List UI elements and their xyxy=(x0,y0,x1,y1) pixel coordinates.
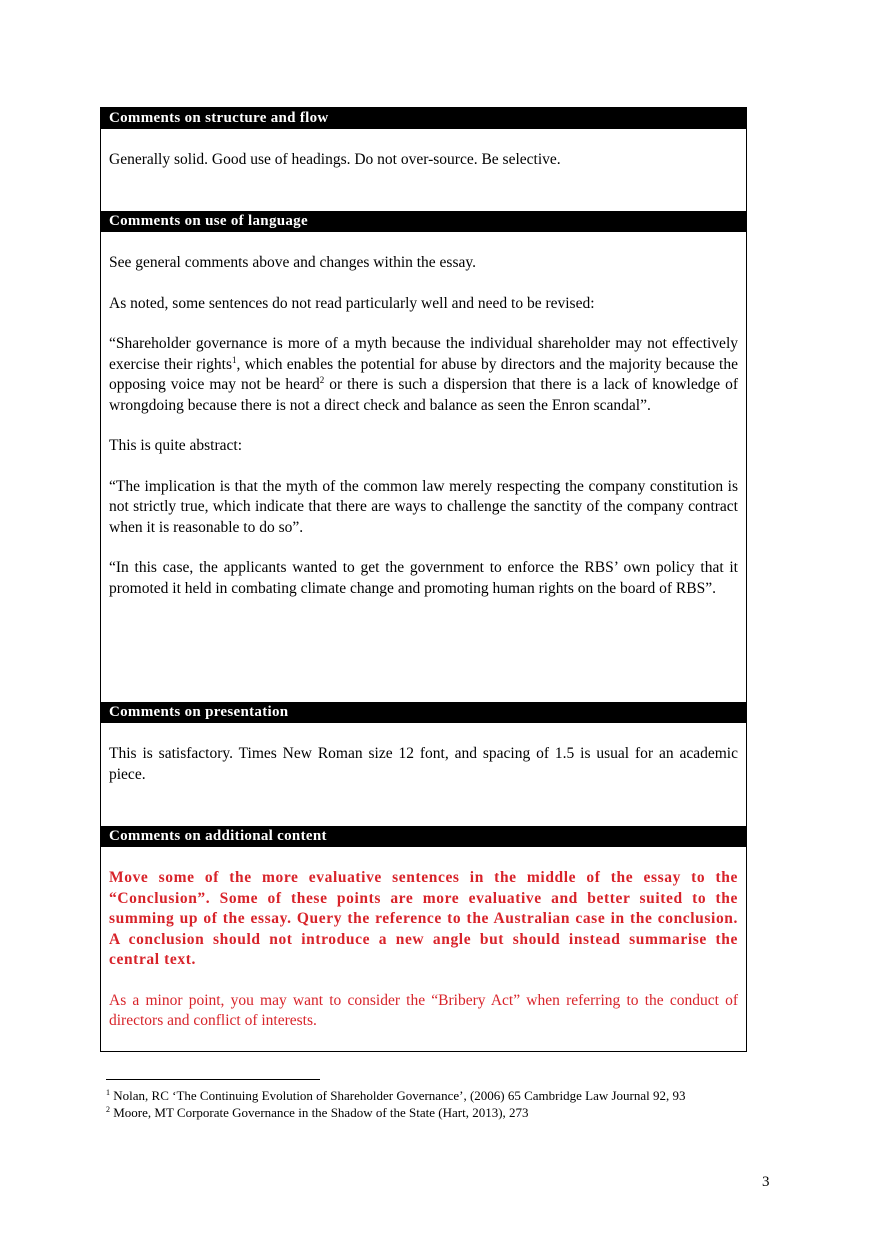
page-number: 3 xyxy=(762,1174,770,1190)
footnote-text: Nolan, RC ‘The Continuing Evolution of Shareholder Governance’, (2006) 65 Cambridge Law Journal 92, 93 xyxy=(113,1088,686,1103)
section-header-structure: Comments on structure and flow xyxy=(101,108,746,129)
footnote-number: 2 xyxy=(106,1105,110,1114)
footnote-separator xyxy=(106,1079,320,1080)
footnote-ref-1: 1 xyxy=(231,354,237,365)
quote-1-part-a: “Shareholder governance is more of a myth because the individual shareholder may not effectively exercise their rights xyxy=(109,335,738,373)
footnote-number: 1 xyxy=(106,1088,110,1097)
comments-table xyxy=(100,107,747,1052)
section-header-presentation: Comments on presentation xyxy=(101,702,746,723)
quote-3: “In this case, the applicants wanted to get the government to enforce the RBS’ own policy that it promoted it held in combating climate change and promoting human rights on the board of RBS”. xyxy=(109,559,738,597)
quote-2: “The implication is that the myth of the common law merely respecting the company constitution is not strictly true, which indicate that there are ways to challenge the sanctity of the company contract when it is reasonable to do so”. xyxy=(109,477,738,536)
language-comment-3: This is quite abstract: xyxy=(109,437,243,454)
additional-content-section xyxy=(101,826,746,1032)
section-header-language: Comments on use of language xyxy=(101,211,746,232)
language-comment-1: See general comments above and changes within the essay. xyxy=(109,254,476,271)
footnote-1 xyxy=(106,1087,786,1104)
section-header-additional: Comments on additional content xyxy=(101,826,746,847)
presentation-section xyxy=(101,702,746,785)
footnote-ref-2: 2 xyxy=(319,375,325,385)
presentation-comment: This is satisfactory. Times New Roman size 12 font, and spacing of 1.5 is usual for an academic piece. xyxy=(109,745,738,783)
quote-1-part-c: or there is such a dispersion that there is a lack of knowledge of wrongdoing because there is not a direct check and balance as seen the Enron scandal”. xyxy=(109,376,738,414)
footnotes xyxy=(106,1087,786,1121)
additional-comment-bold: Move some of the more evaluative sentences in the middle of the essay to the “Conclusion”. Some of these points are more evaluative and better suited to the summing up of the essay. Query the reference to the Australian case in the conclusion. A conclusion should not introduce a new angle but should instead summarise the central text. xyxy=(109,869,738,968)
footnote-text: Moore, MT Corporate Governance in the Shadow of the State (Hart, 2013), 273 xyxy=(113,1105,529,1120)
structure-comment: Generally solid. Good use of headings. Do not over-source. Be selective. xyxy=(109,151,561,168)
language-section xyxy=(101,211,746,599)
structure-section xyxy=(101,108,746,171)
language-comment-2: As noted, some sentences do not read particularly well and need to be revised: xyxy=(109,294,595,312)
additional-comment-minor: As a minor point, you may want to consider the “Bribery Act” when referring to the conduct of directors and conflict of interests. xyxy=(109,991,738,1029)
footnote-2 xyxy=(106,1104,786,1121)
quote-1-part-b: , which enables the potential for abuse by directors and the majority because the opposing voice may not be heard xyxy=(109,355,738,393)
quote-1 xyxy=(109,334,738,416)
